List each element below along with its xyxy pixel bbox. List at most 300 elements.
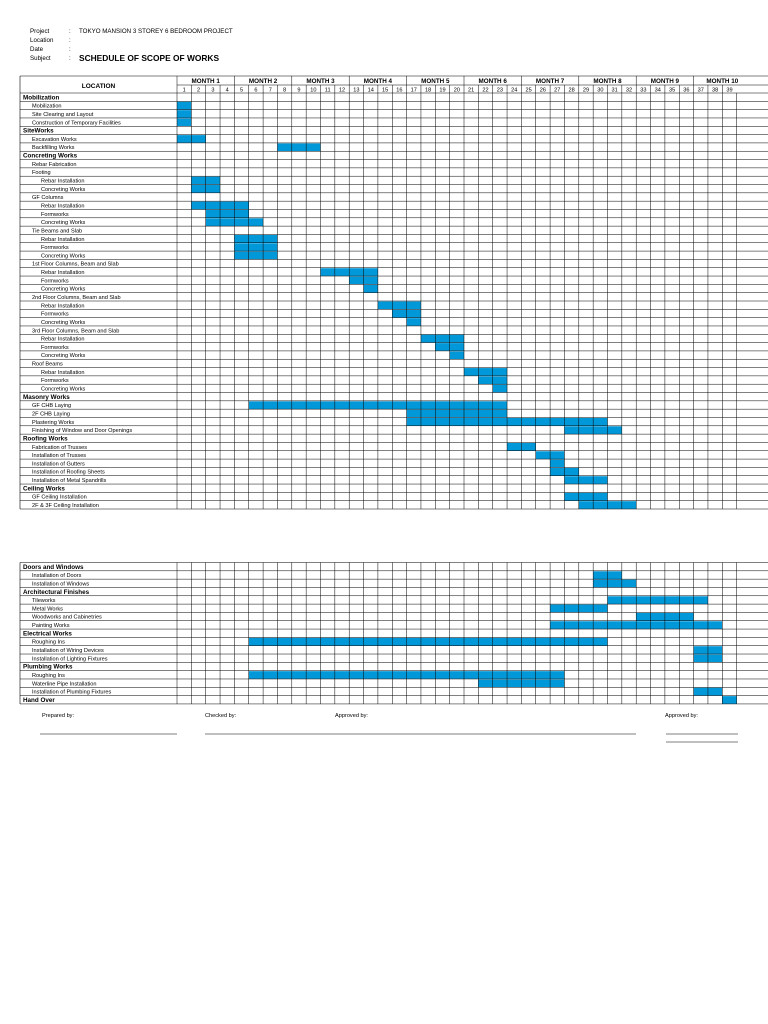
table2-gantt-bar (407, 638, 421, 646)
table1-gantt-bar (564, 468, 578, 476)
table2-gantt-bar (493, 638, 507, 646)
month-header: MONTH 1 (191, 78, 220, 85)
table1-task-label: 2nd Floor Columns, Beam and Slab (32, 295, 121, 301)
table1-task-label: Formworks (41, 211, 69, 218)
table2-gantt-bar (651, 596, 665, 604)
table2-gantt-bar (349, 671, 363, 679)
table1-gantt-bar (234, 252, 248, 260)
table2-gantt-bar (306, 638, 320, 646)
table1-gantt-bar (493, 376, 507, 384)
approved-by-label: Approved by: (665, 713, 698, 719)
table2-gantt-bar (464, 671, 478, 679)
table1-task-label: Installation of Roofing Sheets (32, 469, 105, 476)
table2-gantt-bar (694, 596, 708, 604)
table1-gantt-bar (579, 476, 593, 484)
table1-gantt-bar (392, 401, 406, 409)
week-number: 18 (425, 87, 432, 94)
table1-gantt-bar (536, 451, 550, 459)
table2-gantt-bar (478, 671, 492, 679)
table1-gantt-bar (564, 418, 578, 426)
table1-gantt-bar (593, 476, 607, 484)
table2-gantt-bar (321, 671, 335, 679)
table1-gantt-bar (550, 460, 564, 468)
table1-gantt-bar (335, 401, 349, 409)
table2-gantt-bar (651, 613, 665, 621)
week-number: 32 (625, 87, 633, 94)
table1-gantt-bar (493, 368, 507, 376)
week-number: 39 (726, 87, 733, 94)
table2-gantt-bar (521, 638, 535, 646)
table1-task-label: Concreting Works (41, 253, 86, 260)
table1-task-label: Concreting Works (41, 186, 86, 193)
table1-gantt-bar (579, 501, 593, 509)
table1-gantt-bar (234, 235, 248, 243)
table2-gantt-bar (550, 621, 564, 629)
table1-gantt-bar (249, 401, 263, 409)
table1-gantt-bar (493, 385, 507, 393)
table1-gantt-bar (234, 202, 248, 210)
table1-gantt-bar (263, 401, 277, 409)
table1-gantt-bar (493, 418, 507, 426)
table1-gantt-bar (177, 102, 191, 110)
table2-task-label: Installation of Lighting Fixtures (32, 656, 108, 663)
table1-gantt-bar (407, 318, 421, 326)
table2-gantt-bar (593, 580, 607, 588)
table1-gantt-bar (521, 418, 535, 426)
table2-gantt-bar (249, 638, 263, 646)
table1-gantt-bar (564, 426, 578, 434)
table2-gantt-bar (708, 621, 722, 629)
table1-gantt-bar (306, 143, 320, 151)
table1-gantt-bar (464, 368, 478, 376)
table1-task-label: Footing (32, 170, 51, 177)
week-number: 5 (240, 87, 244, 94)
table1-gantt-bar (292, 401, 306, 409)
table2-gantt-bar (636, 621, 650, 629)
table1-gantt-bar (493, 401, 507, 409)
table1-gantt-bar (191, 202, 205, 210)
table2-gantt-bar (335, 638, 349, 646)
week-number: 27 (554, 87, 561, 94)
table1-gantt-bar (177, 135, 191, 143)
table1-gantt-bar (435, 335, 449, 343)
week-number: 29 (582, 87, 590, 94)
table2-task-label: Painting Works (32, 623, 70, 630)
table2-gantt-bar (608, 596, 622, 604)
table2-gantt-bar (493, 671, 507, 679)
table1-task-label: Concreting Works (41, 319, 86, 326)
table1-gantt-bar (478, 368, 492, 376)
table1-task-label: GF Columns (32, 195, 64, 202)
table1-gantt-bar (392, 310, 406, 318)
table1-task-label: SiteWorks (23, 127, 54, 135)
table1-gantt-bar (206, 210, 220, 218)
table2-gantt-bar (694, 688, 708, 696)
table2-task-label: Installation of Plumbing Fixtures (32, 689, 112, 696)
table1-task-label: Rebar Installation (41, 303, 85, 310)
table1-task-label: Formworks (41, 245, 69, 252)
table1-task-label: Ceiling Works (23, 485, 65, 493)
table1-gantt-bar (478, 410, 492, 418)
table1-task-label: GF Ceiling Installation (32, 494, 87, 501)
project-label: Project (30, 28, 50, 35)
checked-by-label: Checked by: (205, 713, 237, 719)
table1-gantt-bar (191, 177, 205, 185)
table2-gantt-bar (708, 646, 722, 654)
week-number: 4 (225, 87, 229, 94)
table1-task-label: Formworks (41, 278, 69, 285)
table2-gantt-bar (579, 621, 593, 629)
table2-gantt-bar (564, 621, 578, 629)
week-number: 21 (468, 87, 475, 94)
separator: : (69, 28, 71, 35)
table2-gantt-bar (622, 621, 636, 629)
table1-gantt-bar (378, 401, 392, 409)
week-number: 20 (453, 87, 460, 94)
separator: : (69, 37, 71, 44)
month-header: MONTH 6 (478, 78, 507, 85)
location-header: LOCATION (81, 83, 116, 90)
table1-gantt-bar (478, 376, 492, 384)
week-number: 35 (668, 87, 676, 94)
table1-gantt-bar (263, 252, 277, 260)
table1-task-label: Formworks (41, 344, 69, 351)
table1-gantt-bar (407, 302, 421, 310)
table1-gantt-bar (550, 468, 564, 476)
table2-gantt-bar (507, 679, 521, 687)
table1-task-label: Tie Beams and Slab (32, 228, 83, 235)
table2-gantt-bar (608, 571, 622, 579)
week-number: 14 (367, 87, 374, 94)
table1-task-label: Installation of Metal Spandrills (32, 478, 107, 485)
table2-gantt-bar (608, 621, 622, 629)
table1-gantt-bar (435, 343, 449, 351)
table2-gantt-bar (536, 671, 550, 679)
table2-gantt-bar (407, 671, 421, 679)
table1-gantt-bar (364, 268, 378, 276)
table1-gantt-bar (593, 418, 607, 426)
table2-gantt-bar (335, 671, 349, 679)
table2-gantt-bar (608, 580, 622, 588)
table2-gantt-bar (694, 646, 708, 654)
approved-by-label: Approved by: (335, 713, 368, 719)
table2-task-label: Installation of Windows (32, 581, 90, 588)
month-header: MONTH 7 (535, 78, 565, 85)
table2-gantt-bar (349, 638, 363, 646)
week-number: 8 (283, 87, 287, 94)
table1-gantt-bar (579, 426, 593, 434)
table2-gantt-bar (636, 613, 650, 621)
table1-gantt-bar (191, 135, 205, 143)
table2-gantt-bar (507, 638, 521, 646)
table2-gantt-bar (550, 638, 564, 646)
table2-gantt-bar (550, 679, 564, 687)
week-number: 11 (324, 87, 331, 94)
table2-gantt-bar (665, 613, 679, 621)
table2-gantt-bar (521, 679, 535, 687)
table1-task-label: Roof Beams (32, 361, 63, 368)
table2-gantt-bar (593, 571, 607, 579)
table2-gantt-bar (392, 638, 406, 646)
table1-gantt-bar (608, 501, 622, 509)
table2-gantt-bar (478, 638, 492, 646)
month-header: MONTH 9 (650, 78, 680, 85)
table1-gantt-bar (564, 476, 578, 484)
table2-gantt-bar (306, 671, 320, 679)
table1-task-label: Roofing Works (23, 435, 68, 443)
table1-gantt-bar (464, 401, 478, 409)
table2-gantt-bar (665, 596, 679, 604)
table1-task-label: Formworks (41, 378, 69, 385)
separator: : (69, 55, 71, 62)
week-number: 12 (338, 87, 346, 94)
table2-gantt-bar (478, 679, 492, 687)
table2-gantt-bar (550, 671, 564, 679)
table2-gantt-bar (421, 638, 435, 646)
table1-gantt-bar (349, 277, 363, 285)
table1-task-label: Concreting Works (41, 386, 86, 393)
table1-gantt-bar (579, 418, 593, 426)
table1-gantt-bar (292, 143, 306, 151)
table1-gantt-bar (536, 418, 550, 426)
table1-gantt-bar (234, 210, 248, 218)
table1-gantt-bar (220, 218, 234, 226)
table1-gantt-bar (249, 235, 263, 243)
table1-task-label: Concreting Works (23, 152, 78, 160)
table1-gantt-bar (450, 418, 464, 426)
table1-task-label: Construction of Temporary Facilities (32, 120, 121, 127)
table2-gantt-bar (292, 638, 306, 646)
table1-gantt-bar (622, 501, 636, 509)
table1-task-label: 3rd Floor Columns, Beam and Slab (32, 328, 120, 335)
week-number: 30 (597, 87, 604, 94)
month-header: MONTH 2 (248, 78, 278, 85)
table1-gantt-bar (593, 501, 607, 509)
table2-gantt-bar (651, 621, 665, 629)
table2-gantt-bar (679, 621, 693, 629)
table1-gantt-bar (378, 302, 392, 310)
table1-gantt-bar (364, 401, 378, 409)
table1-gantt-bar (464, 418, 478, 426)
table1-gantt-bar (550, 418, 564, 426)
table1-gantt-bar (335, 268, 349, 276)
table2-gantt-bar (564, 605, 578, 613)
week-number: 36 (683, 87, 690, 94)
table2-gantt-bar (263, 638, 277, 646)
table1-gantt-bar (478, 418, 492, 426)
table1-gantt-bar (277, 401, 291, 409)
table2-gantt-bar (679, 596, 693, 604)
table2-gantt-bar (493, 679, 507, 687)
table2-task-label: Architectural Finishes (23, 588, 90, 596)
week-number: 7 (268, 87, 272, 94)
table1-gantt-bar (220, 210, 234, 218)
table1-gantt-bar (392, 302, 406, 310)
table1-task-label: Rebar Installation (41, 203, 85, 210)
table1-task-label: Installation of Gutters (32, 461, 85, 468)
table2-gantt-bar (378, 638, 392, 646)
table1-gantt-bar (450, 401, 464, 409)
table1-gantt-bar (277, 143, 291, 151)
table2-gantt-bar (579, 638, 593, 646)
week-number: 2 (196, 87, 201, 94)
location-label: Location (30, 37, 54, 44)
table2-gantt-bar (464, 638, 478, 646)
table1-task-label: Plastering Works (32, 419, 75, 426)
table1-task-label: Concreting Works (41, 220, 86, 227)
table2-gantt-bar (708, 655, 722, 663)
table2-gantt-bar (507, 671, 521, 679)
table1-gantt-bar (407, 401, 421, 409)
table1-gantt-bar (435, 401, 449, 409)
week-number: 33 (640, 87, 647, 94)
table1-gantt-bar (349, 268, 363, 276)
table1-gantt-bar (564, 493, 578, 501)
table2-gantt-bar (435, 671, 449, 679)
table1-gantt-bar (206, 218, 220, 226)
table2-task-label: Installation of Wiring Devices (32, 648, 104, 655)
table1-gantt-bar (464, 410, 478, 418)
table2-gantt-bar (435, 638, 449, 646)
table1-gantt-bar (421, 335, 435, 343)
week-number: 31 (611, 87, 618, 94)
week-number: 19 (439, 87, 446, 94)
table1-gantt-bar (450, 343, 464, 351)
table2-gantt-bar (665, 621, 679, 629)
table1-gantt-bar (364, 285, 378, 293)
week-number: 25 (525, 87, 532, 94)
table1-gantt-bar (507, 443, 521, 451)
table1-gantt-bar (550, 451, 564, 459)
table1-gantt-bar (263, 243, 277, 251)
table2-gantt-bar (249, 671, 263, 679)
table2-gantt-bar (679, 613, 693, 621)
table1-gantt-bar (321, 268, 335, 276)
table2-gantt-bar (521, 671, 535, 679)
week-number: 38 (712, 87, 719, 94)
table2-gantt-bar (364, 638, 378, 646)
table1-task-label: Mobilization (23, 94, 60, 102)
table1-gantt-bar (450, 335, 464, 343)
table1-gantt-bar (306, 401, 320, 409)
table1-task-label: Formworks (41, 311, 69, 318)
table1-gantt-bar (507, 418, 521, 426)
table2-gantt-bar (564, 638, 578, 646)
table1-task-label: 2F CHB Laying (32, 411, 70, 418)
table1-task-label: Excavation Works (32, 136, 77, 143)
table1-task-label: Rebar Installation (41, 236, 85, 243)
table2-task-label: Woodworks and Cabinetries (32, 614, 102, 621)
table2-gantt-bar (593, 638, 607, 646)
table1-gantt-bar (206, 202, 220, 210)
month-header: MONTH 10 (706, 78, 739, 85)
table2-gantt-bar (277, 638, 291, 646)
project-value: TOKYO MANSION 3 STOREY 6 BEDROOM PROJECT (79, 28, 233, 35)
table1-gantt-bar (249, 243, 263, 251)
table1-gantt-bar (349, 401, 363, 409)
table2-task-label: Roughing Ins (32, 639, 65, 646)
table2-gantt-bar (622, 596, 636, 604)
table2-gantt-bar (694, 621, 708, 629)
week-number: 24 (511, 87, 518, 94)
table1-task-label: Fabrication of Trusses (32, 444, 88, 451)
table2-gantt-bar (263, 671, 277, 679)
separator: : (69, 46, 71, 53)
week-number: 16 (396, 87, 403, 94)
table1-gantt-bar (263, 235, 277, 243)
table1-task-label: Masonry Works (23, 393, 70, 401)
week-number: 26 (539, 87, 547, 94)
table1-gantt-bar (593, 426, 607, 434)
table2-gantt-bar (450, 671, 464, 679)
table1-gantt-bar (249, 252, 263, 260)
table1-task-label: 1st Floor Columns, Beam and Slab (32, 261, 119, 268)
table2-task-label: Metal Works (32, 606, 63, 613)
table2-gantt-bar (694, 655, 708, 663)
table1-gantt-bar (206, 177, 220, 185)
week-number: 28 (568, 87, 575, 94)
table2-gantt-bar (622, 580, 636, 588)
date-label: Date (30, 46, 44, 53)
table2-gantt-bar (536, 679, 550, 687)
table1-gantt-bar (206, 185, 220, 193)
table2-gantt-bar (593, 605, 607, 613)
week-number: 1 (182, 87, 186, 94)
week-number: 34 (654, 87, 661, 94)
table1-gantt-bar (407, 410, 421, 418)
table1-gantt-bar (249, 218, 263, 226)
table1-task-label: Rebar Installation (41, 336, 85, 343)
table1-gantt-bar (407, 418, 421, 426)
table1-gantt-bar (177, 110, 191, 118)
table1-task-label: Rebar Fabrication (32, 161, 77, 168)
table1-gantt-bar (435, 418, 449, 426)
table2-gantt-bar (579, 605, 593, 613)
week-number: 3 (211, 87, 215, 94)
table1-task-label: Mobilization (32, 103, 62, 110)
table2-gantt-bar (708, 688, 722, 696)
table1-task-label: Rebar Installation (41, 178, 85, 185)
table2-task-label: Installation of Doors (32, 573, 82, 580)
table1-gantt-bar (450, 410, 464, 418)
table1-gantt-bar (521, 443, 535, 451)
table2-gantt-bar (364, 671, 378, 679)
week-number: 17 (410, 87, 417, 94)
subject-title: SCHEDULE OF SCOPE OF WORKS (79, 53, 220, 63)
table2-gantt-bar (550, 605, 564, 613)
table2-task-label: Waterline Pipe Installation (32, 681, 97, 688)
table1-task-label: Finishing of Window and Door Openings (32, 428, 133, 435)
table2-task-label: Roughing Ins (32, 672, 65, 679)
table1-task-label: Rebar Installation (41, 270, 85, 277)
week-number: 23 (496, 87, 503, 94)
table1-task-label: Site Clearing and Layout (32, 111, 94, 118)
table1-task-label: 2F & 3F Ceiling Installation (32, 503, 99, 509)
table2-task-label: Hand Over (23, 696, 55, 704)
table1-task-label: Rebar Installation (41, 369, 85, 376)
table1-gantt-bar (608, 426, 622, 434)
table2-gantt-bar (277, 671, 291, 679)
table1-gantt-bar (435, 410, 449, 418)
table1-gantt-bar (234, 218, 248, 226)
table1-gantt-bar (364, 277, 378, 285)
table1-gantt-bar (421, 410, 435, 418)
table2-gantt-bar (593, 621, 607, 629)
table2-task-label: Tileworks (32, 598, 56, 605)
table1-gantt-bar (593, 493, 607, 501)
table2-gantt-bar (421, 671, 435, 679)
table1-gantt-bar (407, 310, 421, 318)
